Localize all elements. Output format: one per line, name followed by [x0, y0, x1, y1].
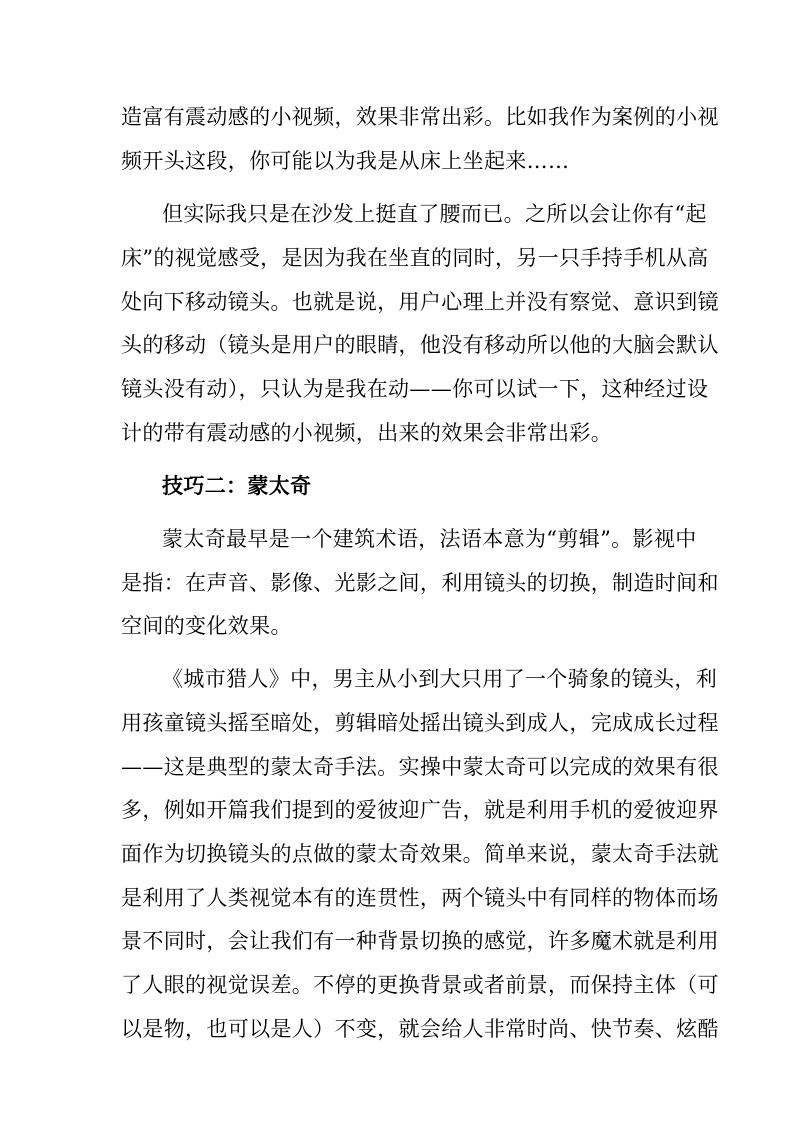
paragraph-4-line-9: 以是物，也可以是人）不变，就会给人非常时尚、快节奏、炫酷	[121, 1017, 719, 1041]
paragraph-2-line-2: 床”的视觉感受，是因为我在坐直的同时，另一只手持手机从高	[121, 246, 709, 270]
paragraph-1-line-1: 造富有震动感的小视频，效果非常出彩。比如我作为案例的小视	[121, 105, 719, 129]
paragraph-2-line-1: 但实际我只是在沙发上挺直了腰而已。之所以会让你有“起	[162, 202, 707, 226]
paragraph-2-line-3: 处向下移动镜头。也就是说，用户心理上并没有察觉、意识到镜	[121, 290, 719, 314]
paragraph-4-line-7: 景不同时，会让我们有一种背景切换的感觉，许多魔术就是利用	[121, 929, 719, 953]
paragraph-4-line-6: 是利用了人类视觉本有的连贯性，两个镜头中有同样的物体而场	[121, 886, 719, 910]
paragraph-4-line-2: 用孩童镜头摇至暗处，剪辑暗处摇出镜头到成人，完成成长过程	[121, 711, 719, 735]
paragraph-3-line-3: 空间的变化效果。	[121, 614, 292, 638]
paragraph-3-line-1: 蒙太奇最早是一个建筑术语，法语本意为“剪辑”。影视中	[162, 527, 697, 551]
paragraph-4-line-1: 《城市猎人》中，男主从小到大只用了一个骑象的镜头，利	[162, 667, 718, 691]
paragraph-2-line-4: 头的移动（镜头是用户的眼睛，他没有移动所以他的大脑会默认	[121, 333, 719, 357]
paragraph-4-line-4: 多，例如开篇我们提到的爱彼迎广告，就是利用手机的爱彼迎界	[121, 798, 719, 822]
paragraph-3-line-2: 是指：在声音、影像、光影之间，利用镜头的切换，制造时间和	[121, 571, 719, 595]
paragraph-4-line-5: 面作为切换镜头的点做的蒙太奇效果。简单来说，蒙太奇手法就	[121, 842, 719, 866]
paragraph-4-line-8: 了人眼的视觉误差。不停的更换背景或者前景，而保持主体（可	[121, 973, 719, 997]
paragraph-2-line-6: 计的带有震动感的小视频，出来的效果会非常出彩。	[121, 421, 613, 445]
section-heading: 技巧二：蒙太奇	[162, 473, 312, 498]
paragraph-2-line-5: 镜头没有动），只认为是我在动——你可以试一下，这种经过设	[121, 377, 709, 401]
paragraph-1-line-2: 频开头这段，你可能以为我是从床上坐起来……	[121, 149, 570, 173]
paragraph-4-line-3: ——这是典型的蒙太奇手法。实操中蒙太奇可以完成的效果有很	[121, 755, 719, 779]
